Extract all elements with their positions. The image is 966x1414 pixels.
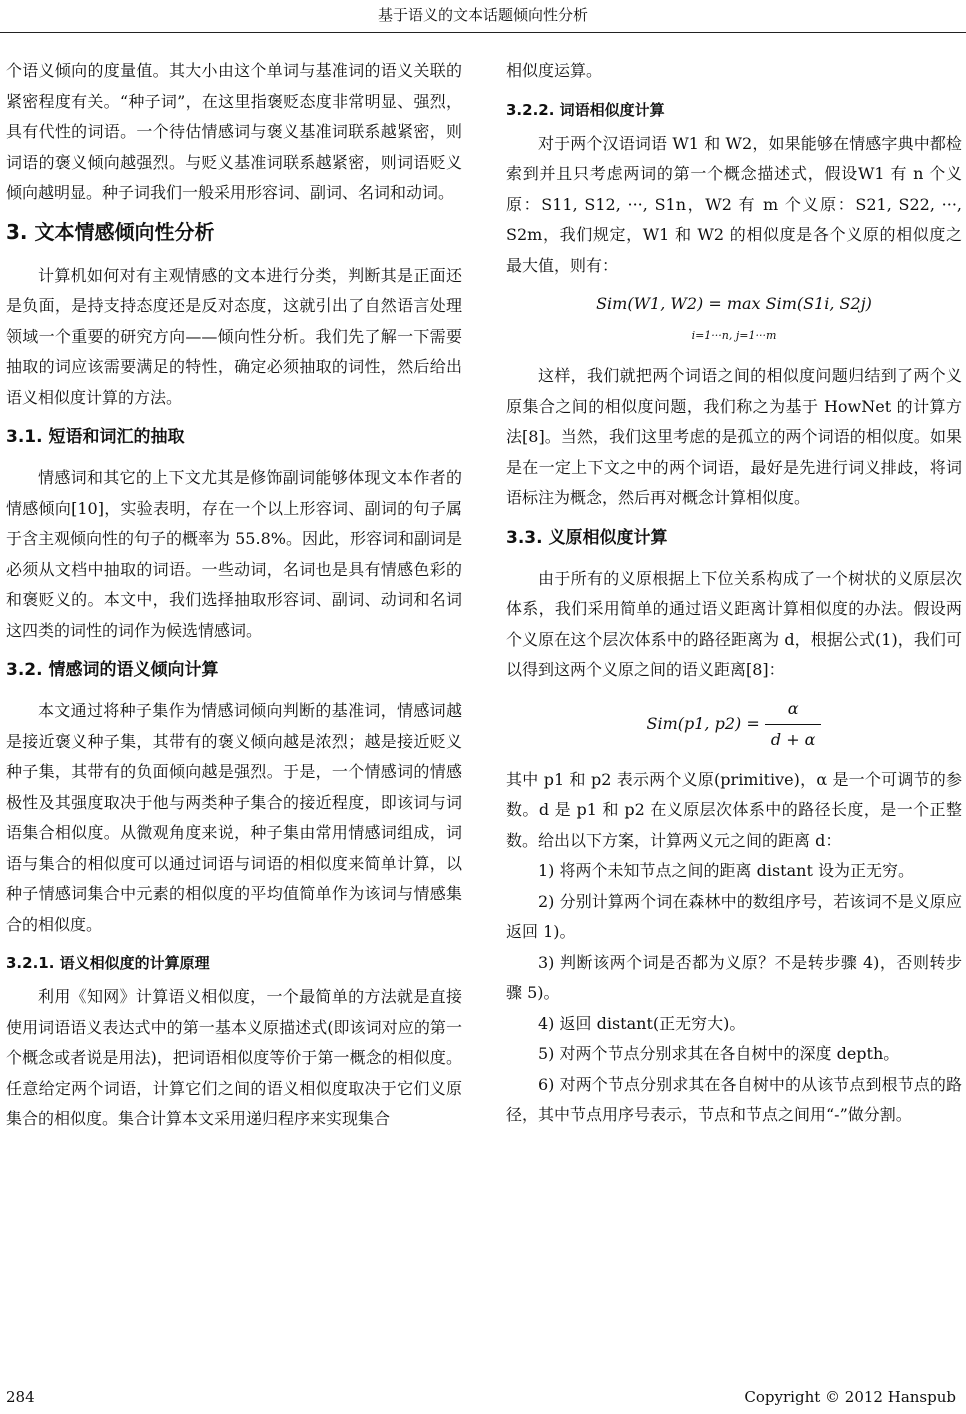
- section-heading-3-2: 3.2. 情感词的语义倾向计算: [6, 660, 219, 680]
- paragraph: 对于两个汉语词语 W1 和 W2，如果能够在情感字典中都检索到并且只考虑两词的第一个概念描述式，假设W1 有 n 个义原：S11, S12, ···, S1n，W2 有 m 个义原：S21, S22, ···, S2m，我们规定，W1 和 W2 的相似度是各个义原的相似度之最大值，则有：: [506, 133, 962, 275]
- formula-subscript: i=1···n, j=1···m: [691, 329, 777, 342]
- section-heading-3: 3. 文本情感倾向性分析: [6, 219, 215, 244]
- paragraph: 相似度运算。: [506, 61, 603, 80]
- paragraph: 情感词和其它的上下文尤其是修饰副词能够体现文本作者的情感倾向[10]，实验表明，存在一个以上形容词、副词的句子属于含主观倾向性的句子的概率为 55.8%。因此，形容词和副词是必须从文档中抽取的词语。一些动词，名词也是具有情感色彩的和褒贬义的。本文中，我们选择抽取形容词、副词、动词和名词这四类的词性的词作为候选情感词。: [6, 468, 462, 640]
- running-head: 基于语义的文本话题倾向性分析: [377, 6, 588, 24]
- step-item: 5) 对两个节点分别求其在各自树中的深度 depth。: [538, 1044, 900, 1063]
- step-item: 3) 判断该两个词是否都为义原？不是转步骤 4)，否则转步骤 5)。: [506, 952, 962, 1002]
- paragraph: 本文通过将种子集作为情感词倾向判断的基准词，情感词越是接近褒义种子集，其带有的褒义倾向越是浓烈；越是接近贬义种子集，其带有的负面倾向越是强烈。于是，一个情感词的情感极性及其强度取决于他与两类种子集合的接近程度，即该词与词语集合相似度。从微观角度来说，种子集由常用情感词组成，词语与集合的相似度可以通过词语与词语的相似度来简单计算，以种子情感词集合中元素的相似度的平均值简单作为该词与情感集合的相似度。: [6, 701, 462, 934]
- step-item: 1) 将两个未知节点之间的距离 distant 设为正无穷。: [538, 861, 914, 880]
- page-number: 284: [6, 1388, 35, 1406]
- formula-fraction: [765, 694, 822, 755]
- paragraph: 计算机如何对有主观情感的文本进行分类，判断其是正面还是负面，是持支持态度还是反对态度，这就引出了自然语言处理领域一个重要的研究方向——倾向性分析。我们先了解一下需要抽取的词应该需要满足的特性，确定必须抽取的词性，然后给出语义相似度计算的方法。: [6, 265, 462, 407]
- formula-primitive-similarity: [506, 694, 962, 755]
- section-heading-3-2-2: 3.2.2. 词语相似度计算: [506, 100, 665, 119]
- right-column: [506, 56, 962, 1131]
- left-column: [6, 56, 462, 1135]
- formula-word-similarity: [506, 289, 962, 351]
- paragraph: 这样，我们就把两个词语之间的相似度问题归结到了两个义原集合之间的相似度问题，我们称之为基于 HowNet 的计算方法[8]。当然，我们这里考虑的是孤立的两个词语的相似度。如果是在一定上下文之中的两个词语，最好是先进行词义排歧，将词语标注为概念，然后再对概念计算相似度。: [506, 366, 962, 507]
- step-item: 6) 对两个节点分别求其在各自树中的从该节点到根节点的路径，其中节点用序号表示，节点和节点之间用“-”做分割。: [506, 1074, 962, 1124]
- copyright-notice: Copyright © 2012 Hanspub: [744, 1388, 956, 1406]
- paragraph: 由于所有的义原根据上下位关系构成了一个树状的义原层次体系，我们采用简单的通过语义距离计算相似度的办法。假设两个义原在这个层次体系中的路径距离为 d，根据公式(1)，我们可以得到这两个义原之间的语义距离[8]：: [506, 568, 962, 679]
- formula-denominator: d + α: [770, 729, 816, 749]
- header-rule: [0, 32, 966, 33]
- section-heading-3-2-1: 3.2.1. 语义相似度的计算原理: [6, 954, 210, 972]
- paragraph: 利用《知网》计算语义相似度，一个最简单的方法就是直接使用词语语义表达式中的第一基本义原描述式(即该词对应的第一个概念或者说是用法)，把词语相似度等价于第一概念的相似度。任意给定两个词语，计算它们之间的语义相似度取决于它们义原集合的相似度。集合计算本文采用递归程序来实现集合: [6, 987, 462, 1128]
- step-item: 4) 返回 distant(正无穷大)。: [538, 1013, 746, 1033]
- step-item: 2) 分别计算两个词在森林中的数组序号，若该词不是义原应返回 1)。: [506, 891, 962, 941]
- section-heading-3-3: 3.3. 义原相似度计算: [506, 527, 668, 548]
- formula-text: Sim(W1, W2) = max Sim(S1i, S2j): [596, 294, 872, 313]
- formula-lhs: Sim(p1, p2) =: [646, 713, 760, 733]
- paragraph: 个语义倾向的度量值。其大小由这个单词与基准词的语义关联的紧密程度有关。“种子词”，在这里指褒贬态度非常明显、强烈，具有代性的词语。一个待估情感词与褒义基准词联系越紧密，则词语的褒义倾向越强烈。与贬义基准词联系越紧密，则词语贬义倾向越明显。种子词我们一般采用形容词、副词、名词和动词。: [6, 61, 462, 202]
- paragraph: 其中 p1 和 p2 表示两个义原(primitive)，α 是一个可调节的参数。d 是 p1 和 p2 在义原层次体系中的路径长度，是一个正整数。给出以下方案，计算两义元之间的距离 d：: [506, 769, 962, 850]
- section-heading-3-1: 3.1. 短语和词汇的抽取: [6, 427, 185, 447]
- formula-numerator: α: [765, 694, 822, 725]
